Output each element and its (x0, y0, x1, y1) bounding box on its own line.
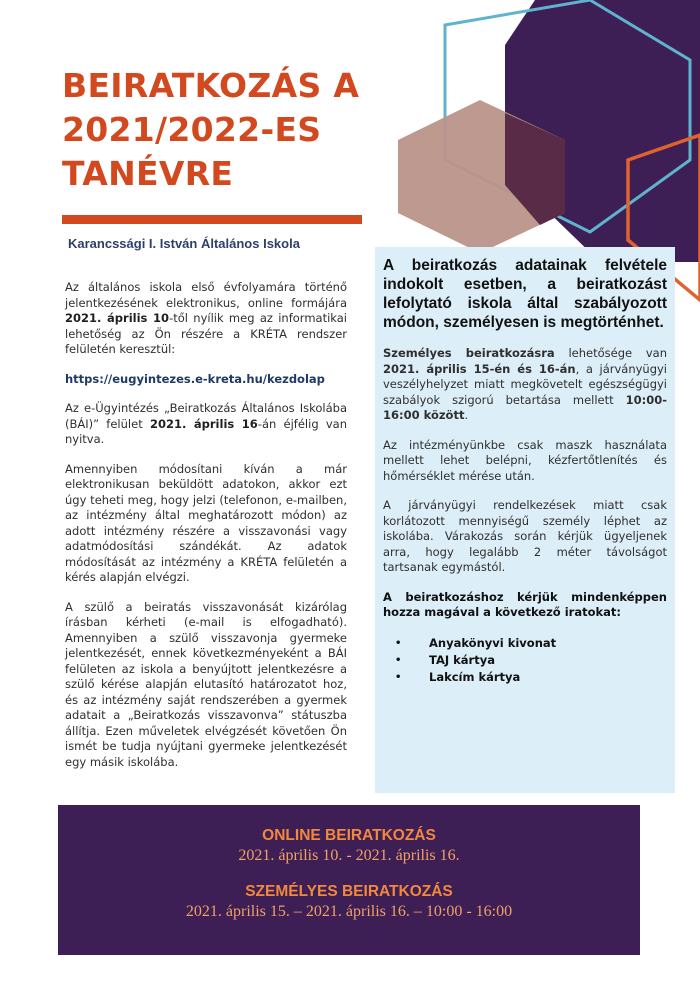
documents-list (395, 635, 667, 686)
kreta-link[interactable]: https://eugyintezes.e-kreta.hu/kezdolap (65, 371, 325, 386)
list-item: • Anyakönyvi kivonat (395, 635, 557, 650)
mask-rule-paragraph: Az intézményünkbe csak maszk használata mellett lehet belépni, kézfertőtlenítés és hőmérséklet mérése után. (383, 437, 667, 483)
bullet-icon: • (395, 637, 402, 649)
title-line-2: 2021/2022-ES (62, 110, 322, 149)
list-item: • Lakcím kártya (395, 669, 521, 684)
page-title (62, 64, 392, 196)
personal-lead-text: A beiratkozás adatainak felvétele indokolt esetben, a beiratkozást lefolytató iskola által szabályozott módon, személyesen is megtörténhet. (383, 257, 667, 331)
distance-rule-paragraph: A járványügyi rendelkezések miatt csak korlátozott mennyiségű személy léphet az iskolába. Várakozás során kérjük ügyeljenek arra, hogy legalább 2 méter távolságot tartsanak egymástól. (383, 498, 667, 574)
bullet-icon: • (395, 654, 402, 666)
title-line-1: BEIRATKOZÁS A (62, 66, 360, 105)
online-intro-paragraph: Az általános iskola első évfolyamára történő jelentkezésének elektronikus, online formájára 2021. április 10-től nyílik meg az informatikai lehetőség az Ön részére a KRÉTA rendszer felületén keresztül: (65, 280, 347, 356)
withdrawal-paragraph: A szülő a beiratás visszavonását kizárólag írásban kérheti (e-mail is elfogadható). Amennyiben a szülő visszavonja gyermeke jelentkezését, ennek következményeként a BÁI felületen az iskola a benyújtott jelentkezésre a szülő kérése alapján elutasító határozatot hoz, és az intézmény saját rendszerében a gyermek adatait a „Beiratkozás visszavonva” státuszba állítja. Ezen műveletek elvégzését követően Ön ismét be tudja nyújtani gyermeke jelentkezését egy másik iskolába. (65, 599, 347, 769)
online-enrolment-dates: 2021. április 10. - 2021. április 16. (238, 847, 460, 864)
title-line-3: TANÉVRE (62, 154, 234, 193)
left-column (65, 280, 347, 784)
title-underline (62, 215, 362, 224)
dates-banner (58, 805, 640, 955)
personal-enrolment-title: SZEMÉLYES BEIRATKOZÁS (245, 883, 453, 900)
bullet-icon: • (395, 671, 402, 683)
school-name: Karancssági I. István Általános Iskola (68, 236, 300, 251)
documents-intro: A beiratkozáshoz kérjük mindenképpen hozza magával a következő iratokat: (383, 589, 667, 619)
personal-enrolment-paragraph: Személyes beiratkozásra lehetősége van 2021. április 15-én és 16-án, a járványügyi veszélyhelyzet miatt megkövetelt egészségügyi szabályok szigorú betartása mellett 10:00-16:00 között. (383, 346, 667, 422)
personal-enrolment-dates: 2021. április 15. – 2021. április 16. – 10:00 - 16:00 (185, 903, 513, 920)
bai-deadline-paragraph: Az e-Ügyintézés „Beiratkozás Általános Iskolába (BÁI)” felület 2021. április 16-án éjfélig van nyitva. (65, 401, 347, 446)
list-item: • TAJ kártya (395, 652, 495, 667)
modification-paragraph: Amennyiben módosítani kíván a már elektronikusan beküldött adatokon, akkor ezt úgy teheti meg, hogy jelzi (telefonon, e-mailben, az intézmény által meghatározott módon) az adott intézmény részére a visszavonási vagy adatmódosítási szándékát. Az adatok módosítását az intézmény a KRÉTA felületén a kérés alapján elvégzi. (65, 461, 347, 584)
right-column (383, 256, 667, 686)
online-enrolment-title: ONLINE BEIRATKOZÁS (262, 827, 436, 844)
